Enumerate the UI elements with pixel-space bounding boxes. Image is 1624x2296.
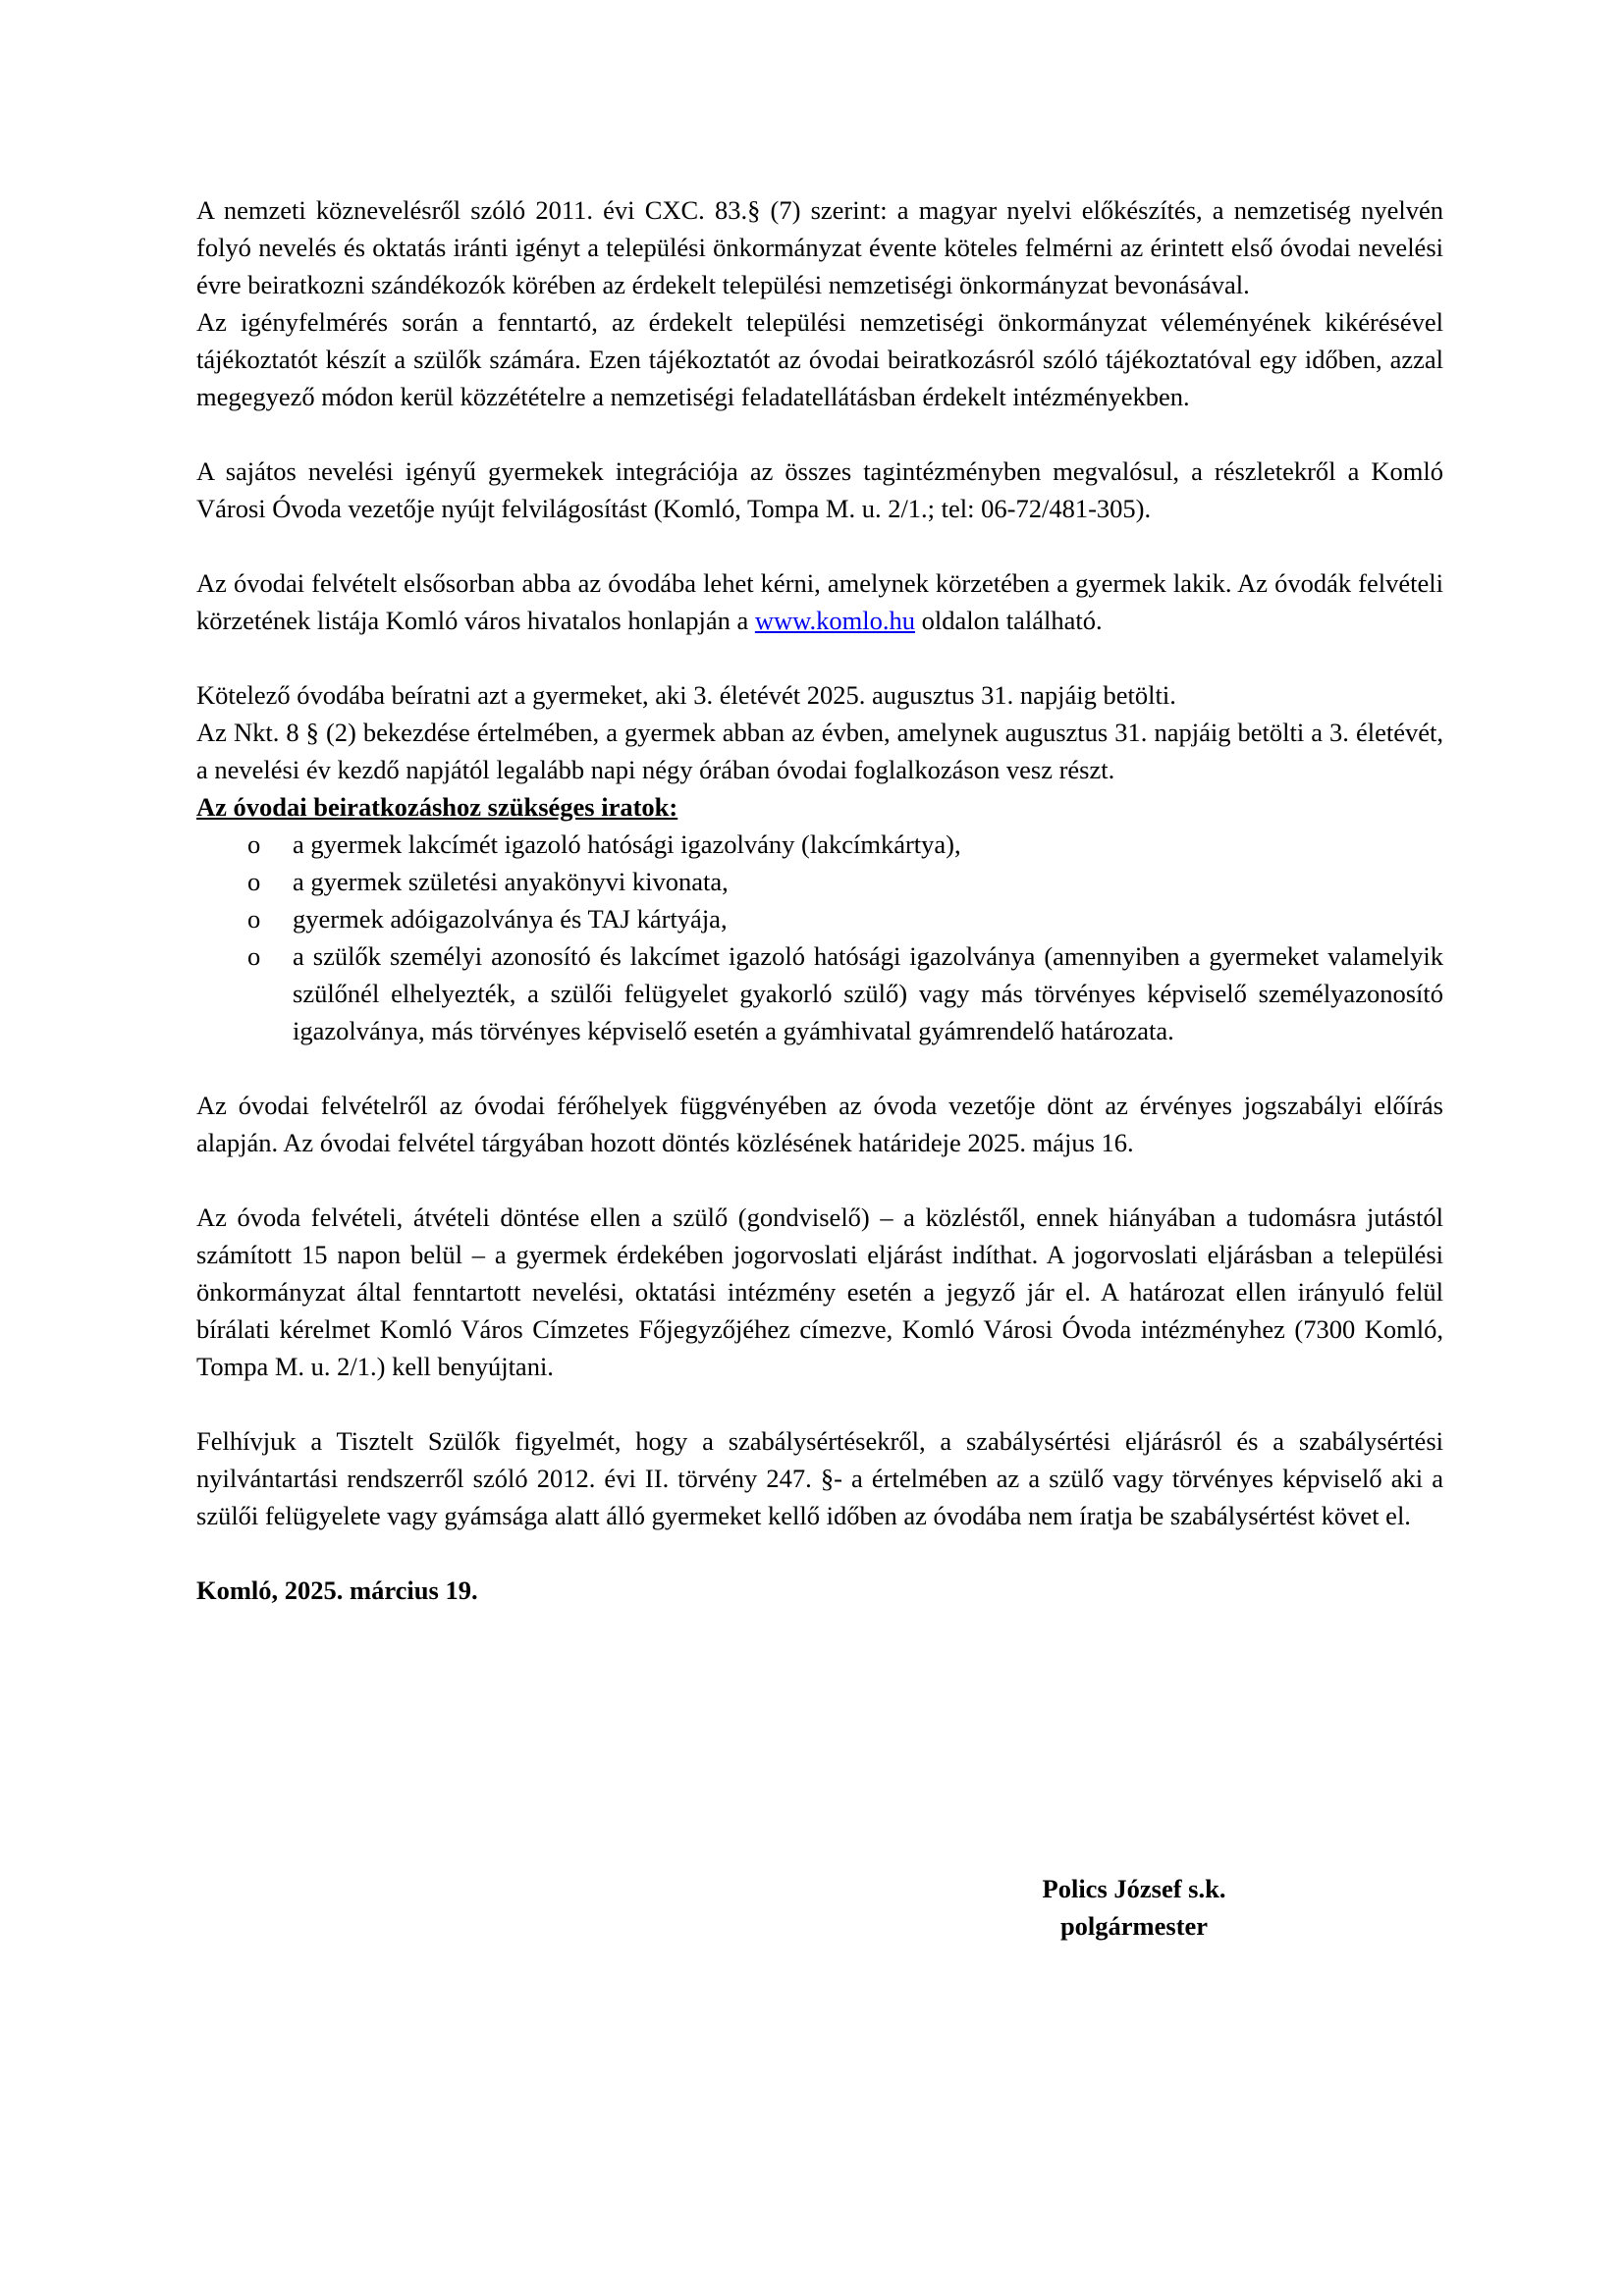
- bullet-icon: o: [247, 829, 261, 859]
- paragraph-special-needs: A sajátos nevelési igényű gyermekek integrációja az összes tagintézményben megvalósul, a részletekről a Komló Városi Óvoda vezetője nyújt felvilágosítást (Komló, Tompa M. u. 2/1.; tel: 06-72/481-305).: [196, 456, 1443, 523]
- bullet-icon: o: [247, 941, 261, 971]
- list-item-text: a gyermek lakcímét igazoló hatósági igazolvány (lakcímkártya),: [293, 829, 961, 859]
- list-item: [196, 900, 1443, 937]
- list-item: [196, 826, 1443, 863]
- paragraph-mandatory-enrollment: Kötelező óvodába beíratni azt a gyermeket, aki 3. életévét 2025. augusztus 31. napjáig betölti.: [196, 680, 1176, 710]
- paragraph-violation-notice: Felhívjuk a Tisztelt Szülők figyelmét, hogy a szabálysértésekről, a szabálysértési eljárásról és a szabálysértési nyilvántartási rendszerről szóló 2012. évi II. törvény 247. §- a értelmében az a szülő vagy törvényes képviselő aki a szülői felügyelete vagy gyámsága alatt álló gyermeket kellő időben az óvodába nem íratja be szabálysértést követ el.: [196, 1426, 1443, 1530]
- documents-heading: Az óvodai beiratkozáshoz szükséges iratok:: [196, 792, 678, 822]
- paragraph-survey-info: Az igényfelmérés során a fenntartó, az érdekelt települési nemzetiségi önkormányzat véleményének kikérésével tájékoztatót készít a szülők számára. Ezen tájékoztatót az óvodai beiratkozásról szóló tájékoztatóval egy időben, azzal megegyező módon kerül közzétételre a nemzetiségi feladatellátásban érdekelt intézményekben.: [196, 307, 1443, 411]
- district-text-before: Az óvodai felvételt elsősorban abba az óvodába lehet kérni, amelynek körzetében a gyermek lakik. Az óvodák felvételi körzetének listája Komló város hivatalos honlapján a: [196, 568, 1443, 635]
- komlo-website-link[interactable]: www.komlo.hu: [754, 606, 916, 635]
- document-date: Komló, 2025. március 19.: [196, 1575, 478, 1605]
- bullet-icon: o: [247, 904, 261, 934]
- signature-block: [1011, 1870, 1257, 1945]
- document-body: [196, 191, 1443, 1635]
- paragraph-survey-law: A nemzeti köznevelésről szóló 2011. évi CXC. 83.§ (7) szerint: a magyar nyelvi előkészítés, a nemzetiség nyelvén folyó nevelés és oktatás iránti igényt a települési önkormányzat évente köteles felmérni az érintett első óvodai nevelési évre beiratkozni szándékozók körében az érdekelt települési nemzetiségi önkormányzat bevonásával.: [196, 195, 1443, 299]
- documents-list: [196, 826, 1443, 1049]
- list-item-text: a szülők személyi azonosító és lakcímet igazoló hatósági igazolványa (amennyiben a gyermeket valamelyik szülőnél elhelyezték, a szülői felügyelet gyakorló szülő) vagy más törvényes képviselő személyazonosító igazolványa, más törvényes képviselő esetén a gyámhivatal gyámrendelő határozata.: [293, 941, 1443, 1045]
- signer-name: Polics József s.k.: [1042, 1874, 1226, 1903]
- paragraph-appeal: Az óvoda felvételi, átvételi döntése ellen a szülő (gondviselő) – a közléstől, ennek hiányában a tudomásra jutástól számított 15 napon belül – a gyermek érdekében jogorvoslati eljárást indíthat. A jogorvoslati eljárásban a települési önkormányzat által fenntartott nevelési, oktatási intézmény esetén a jegyző jár el. A határozat ellen irányuló felül bírálati kérelmet Komló Város Címzetes Főjegyzőjéhez címezve, Komló Városi Óvoda intézményhez (7300 Komló, Tompa M. u. 2/1.) kell benyújtani.: [196, 1202, 1443, 1381]
- paragraph-admission-decision: Az óvodai felvételről az óvodai férőhelyek függvényében az óvoda vezetője dönt az érvényes jogszabályi előírás alapján. Az óvodai felvétel tárgyában hozott döntés közlésének határideje 2025. május 16.: [196, 1091, 1443, 1157]
- list-item: [196, 863, 1443, 900]
- list-item: [196, 937, 1443, 1049]
- list-item-text: a gyermek születési anyakönyvi kivonata,: [293, 867, 729, 896]
- paragraph-nkt-rule: Az Nkt. 8 § (2) bekezdése értelmében, a gyermek abban az évben, amelynek augusztus 31. napjáig betölti a 3. életévét, a nevelési év kezdő napjától legalább napi négy órában óvodai foglalkozáson vesz részt.: [196, 718, 1443, 784]
- bullet-icon: o: [247, 867, 261, 896]
- paragraph-district: [196, 564, 1443, 639]
- list-item-text: gyermek adóigazolványa és TAJ kártyája,: [293, 904, 728, 934]
- signer-title: polgármester: [1059, 1911, 1209, 1941]
- district-text-after: oldalon található.: [915, 606, 1103, 635]
